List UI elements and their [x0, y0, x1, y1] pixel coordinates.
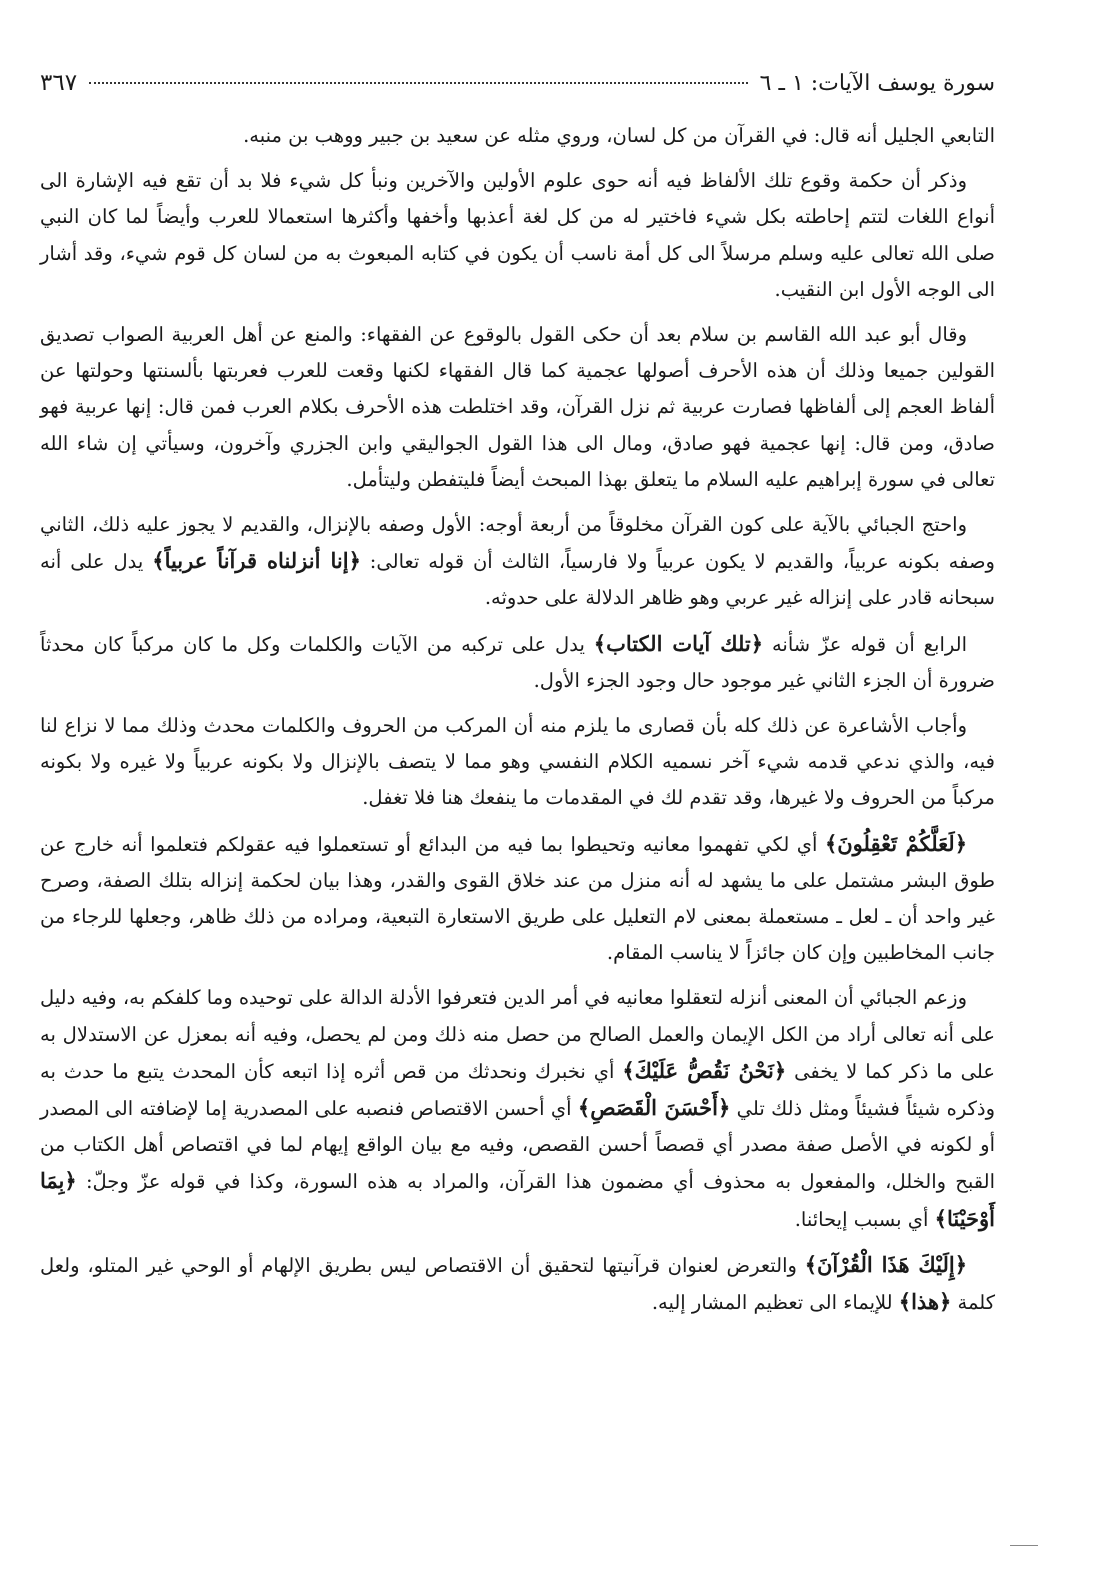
quran-quote: ﴿تلك آيات الكتاب﴾ — [593, 630, 764, 656]
paragraph — [40, 1247, 995, 1321]
paragraph-text: يدل على تركبه من الآيات والكلمات وكل ما كان مركباً كان محدثاً ضرورة أن الجزء الثاني غير موجود حال وجود الجزء الأول. — [40, 632, 995, 692]
quran-quote: ﴿هذا﴾ — [898, 1289, 952, 1315]
running-title: سورة يوسف الآيات: ١ ـ ٦ — [759, 71, 995, 96]
paragraph-text: أي نخبرك ونحدثك من قص أثره إذا اتبعه كأن المحدث يتبع ما حدث به وذكره شيئاً فشيئاً ومثل ذلك تلي — [40, 1059, 995, 1121]
paragraph-text: أي بسبب إيحائنا. — [794, 1207, 935, 1231]
quran-quote: ﴿نَحْنُ نَقُصُّ عَلَيْكَ﴾ — [622, 1057, 787, 1083]
page-number: ٣٦٧ — [40, 70, 78, 96]
paragraph-text: أي أحسن الاقتصاص فنصبه على المصدرية إما لإضافته الى المصدر أو لكونه في الأصل صفة مصدر أي قصصاً أحسن القصص، وفيه مع بيان الواقع إيهام لما في اقتصاص أهل الكتاب من القبح والخلل، والمفعول به محذوف أي مضمون هذا القرآن، والمراد به هذه السورة، وكذا في قوله عزّ وجلّ: — [40, 1097, 995, 1194]
paragraph-text: يدل على أنه سبحانه قادر على إنزاله غير عربي وهو ظاهر الدلالة على حدوثه. — [40, 550, 995, 610]
paragraph-text: الرابع أن قوله عزّ شأنه — [763, 632, 967, 656]
dotted-leader — [89, 82, 748, 84]
paragraph-text: وأجاب الأشاعرة عن ذلك كله بأن قصارى ما يلزم منه أن المركب من الحروف والكلمات محدث وذلك مما لا نزاع لنا فيه، والذي ندعي قدمه شيء آخر نسميه الكلام النفسي وهو مما لا يتصف بالإنزال ولا بكونه عربياً ولا غيره ولا بكونه مركباً من الحروف ولا غيرها، وقد تقدم لك في المقدمات ما ينفعك هنا فلا تغفل. — [40, 714, 995, 810]
quran-quote: ﴿لَعَلَّكُمْ تَعْقِلُونَ﴾ — [824, 830, 967, 856]
paragraph-text: وذكر أن حكمة وقوع تلك الألفاظ فيه أنه حوى علوم الأولين والآخرين ونبأ كل شيء فلا بد أن تقع فيه الإشارة الى أنواع اللغات لتتم إحاطته بكل شيء فاختير له من كل لغة أعذبها وأخفها وأكثرها استعمالا للعرب وأيضاً لما كان النبي صلى الله تعالى عليه وسلم مرسلاً الى كل أمة ناسب أن يكون في كتابه المبعوث به من لسان كل قوم شيء، وقد أشار الى الوجه الأول ابن النقيب. — [40, 169, 995, 301]
paragraph-text: للإيماء الى تعظيم المشار إليه. — [651, 1291, 899, 1315]
paragraph — [40, 626, 995, 699]
page — [40, 70, 995, 1330]
quran-quote: ﴿إِلَيْكَ هَذَا الْقُرْآنَ﴾ — [804, 1251, 968, 1277]
paragraph — [40, 826, 995, 972]
margin-mark — [1010, 1545, 1038, 1546]
paragraph-text: وزعم الجبائي أن المعنى أنزله لتعقلوا معانيه في أمر الدين فتعرفوا الأدلة الدالة على توحيده وما كلفكم به، وفيه دليل على أنه تعالى أراد من الكل الإيمان والعمل الصالح من حصل منه ذلك ومن لم يحصل، وفيه أنه بمعزل عن الاستدلال به على ما ذكر كما لا يخفى — [40, 986, 995, 1083]
paragraph-text: وقال أبو عبد الله القاسم بن سلام بعد أن حكى القول بالوقوع عن الفقهاء: والمنع عن أهل العربية الصواب تصديق القولين جميعا وذلك أن هذه الأحرف أصولها عجمية كما قال الفقهاء لكنها وقعت للعرب فعربتها بألسنتها وحولتها عن ألفاظ العجم إلى ألفاظها فصارت عربية ثم نزل القرآن، وقد اختلطت هذه الأحرف بكلام العرب فمن قال: إنها عربية فهو صادق، ومن قال: إنها عجمية فهو صادق، ومال الى هذا القول الجواليقي وابن الجزري وآخرون، وسيأتي إن شاء الله تعالى في سورة إبراهيم عليه السلام ما يتعلق بهذا المبحث أيضاً فليتفطن وليتأمل. — [40, 323, 995, 491]
paragraph — [40, 708, 995, 817]
paragraph — [40, 163, 995, 308]
paragraph — [40, 980, 995, 1237]
paragraph — [40, 317, 995, 498]
paragraph — [40, 118, 995, 154]
paragraph-text: التابعي الجليل أنه قال: في القرآن من كل لسان، وروي مثله عن سعيد بن جبير ووهب بن منبه. — [243, 124, 995, 147]
paragraph — [40, 507, 995, 617]
paragraph-text: واحتج الجبائي بالآية على كون القرآن مخلوقاً من أربعة أوجه: الأول وصفه بالإنزال، والقديم لا يجوز عليه ذلك، الثاني وصفه بكونه عربياً، والقديم لا يكون عربياً ولا فارسياً، الثالث أن قوله تعالى: — [40, 513, 995, 574]
body-text — [40, 118, 995, 1321]
running-header — [40, 70, 995, 118]
quran-quote: ﴿أَحْسَنَ الْقَصَصِ﴾ — [577, 1095, 731, 1121]
paragraph-text: أي لكي تفهموا معانيه وتحيطوا بما فيه من البدائع أو تستعملوا فيه عقولكم فتعلموا أنه خارج عن طوق البشر مشتمل على ما يشهد له أنه منزل من عند خلاق القوى والقدر، وهذا بيان لحكمة إنزاله بتلك الصفة، وصرح غير واحد أن ـ لعل ـ مستعملة بمعنى لام التعليل على طريق الاستعارة التبعية، ومراده من ذلك ظاهر، وجعلها للرجاء من جانب المخاطبين وإن كان جائزاً لا يناسب المقام. — [40, 832, 995, 965]
quran-quote: ﴿إنا أنزلناه قرآناً عربياً﴾ — [152, 548, 361, 574]
paragraph-text: والتعرض لعنوان قرآنيتها لتحقيق أن الاقتصاص ليس بطريق الإلهام أو الوحي غير المتلو، ولعل كلمة — [40, 1253, 995, 1315]
quran-quote: ﴿بِمَا أَوْحَيْنَا﴾ — [40, 1168, 995, 1231]
